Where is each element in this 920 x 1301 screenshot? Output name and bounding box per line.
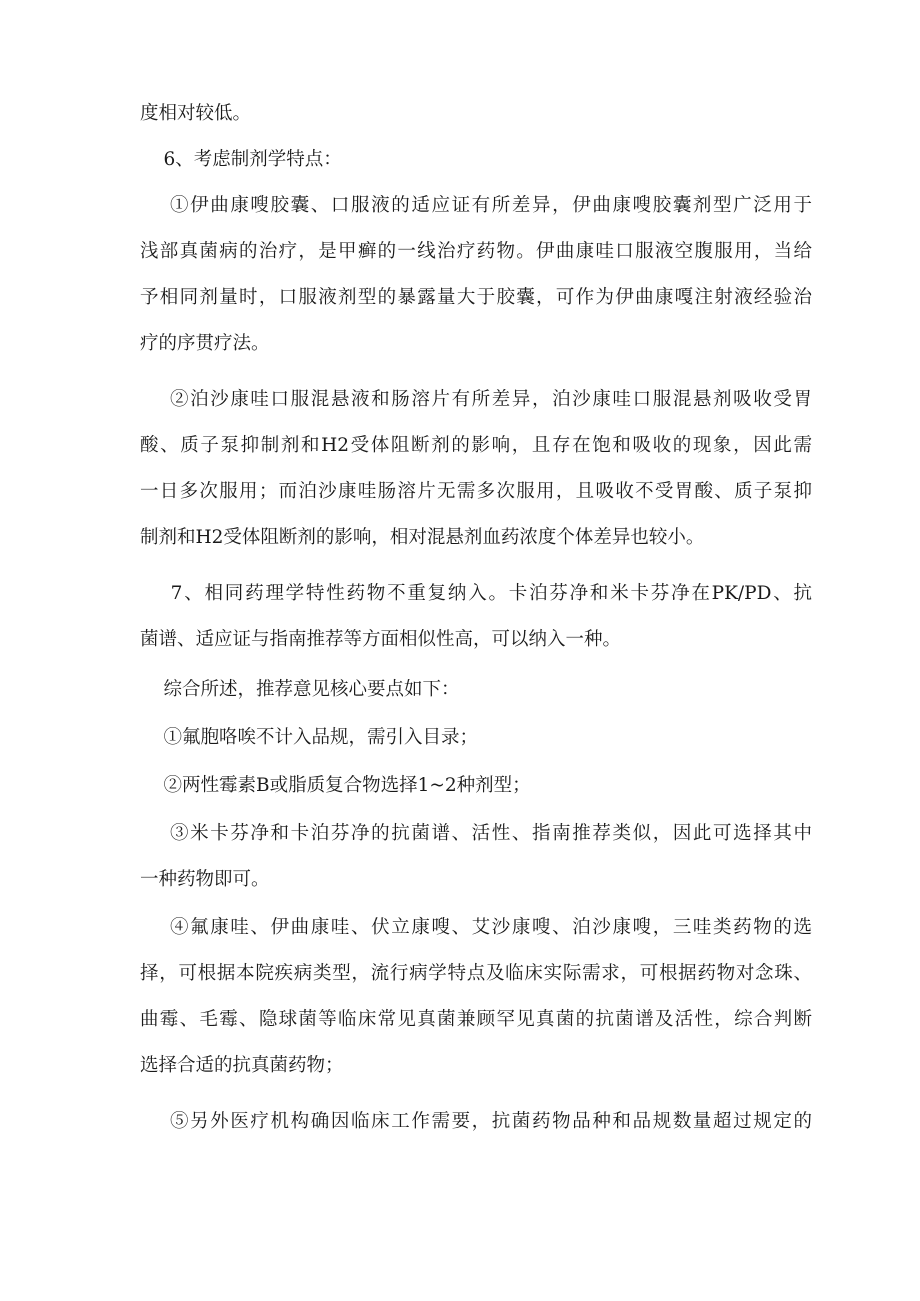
summary-point-1 (140, 726, 812, 749)
summary-point-5 (140, 1110, 812, 1133)
text-line: 择，可根据本院疾病类型，流行病学特点及临床实际需求，可根据药物对念珠、 (140, 963, 812, 984)
text-line: 予相同剂量时，口服液剂型的暴露量大于胶囊，可作为伊曲康嘎注射液经验治 (140, 287, 812, 308)
text-line: ⑤另外医疗机构确因临床工作需要，抗菌药物品种和品规数量超过规定的 (140, 1111, 812, 1132)
text-line: ①氟胞咯唉不计入品规，需引入目录； (140, 727, 479, 748)
summary-point-3 (140, 822, 812, 891)
text-line: ②泊沙康哇口服混悬液和肠溶片有所差异，泊沙康哇口服混悬剂吸收受胃 (140, 389, 812, 410)
text-line: ①伊曲康嗖胶囊、口服液的适应证有所差异，伊曲康嗖胶囊剂型广泛用于 (140, 195, 812, 216)
text-line: 菌谱、适应证与指南推荐等方面相似性高，可以纳入一种。 (140, 629, 622, 650)
text-line: 6、考虑制剂学特点： (140, 149, 342, 170)
text-line: 综合所述，推荐意见核心要点如下： (140, 679, 460, 700)
text-line: 制剂和H2受体阻断剂的影响，相对混悬剂血药浓度个体差异也较小。 (140, 527, 705, 548)
section-heading-6 (140, 148, 812, 171)
summary-intro (140, 678, 812, 701)
summary-point-4 (140, 916, 812, 1077)
summary-point-2 (140, 774, 812, 797)
section-heading-7 (140, 582, 812, 651)
text-line: ②两性霉素B或脂质复合物选择1~2种剂型； (140, 775, 531, 796)
text-line: 7、相同药理学特性药物不重复纳入。卡泊芬净和米卡芬净在PK/PD、抗 (140, 583, 812, 604)
text-line: ③米卡芬净和卡泊芬净的抗菌谱、活性、指南推荐类似，因此可选择其中 (140, 823, 812, 844)
text-line: 一日多次服用；而泊沙康哇肠溶片无需多次服用，且吸收不受胃酸、质子泵抑 (140, 481, 812, 502)
text-line: ④氟康哇、伊曲康哇、伏立康嗖、艾沙康嗖、泊沙康嗖，三哇类药物的选 (140, 917, 812, 938)
text-line: 一种药物即可。 (140, 869, 270, 890)
text-line: 酸、质子泵抑制剂和H2受体阻断剂的影响，且存在饱和吸收的现象，因此需 (140, 435, 812, 456)
text-line: 度相对较低。 (140, 103, 252, 124)
text-line: 选择合适的抗真菌药物； (140, 1055, 344, 1076)
paragraph-itraconazole (140, 194, 812, 355)
paragraph-continuation (140, 102, 812, 125)
text-line: 曲霉、毛霉、隐球菌等临床常见真菌兼顾罕见真菌的抗菌谱及活性，综合判断 (140, 1009, 812, 1030)
text-line: 浅部真菌病的治疗，是甲癣的一线治疗药物。伊曲康哇口服液空腹服用，当给 (140, 241, 812, 262)
text-line: 疗的序贯疗法。 (140, 333, 270, 354)
paragraph-posaconazole (140, 388, 812, 549)
